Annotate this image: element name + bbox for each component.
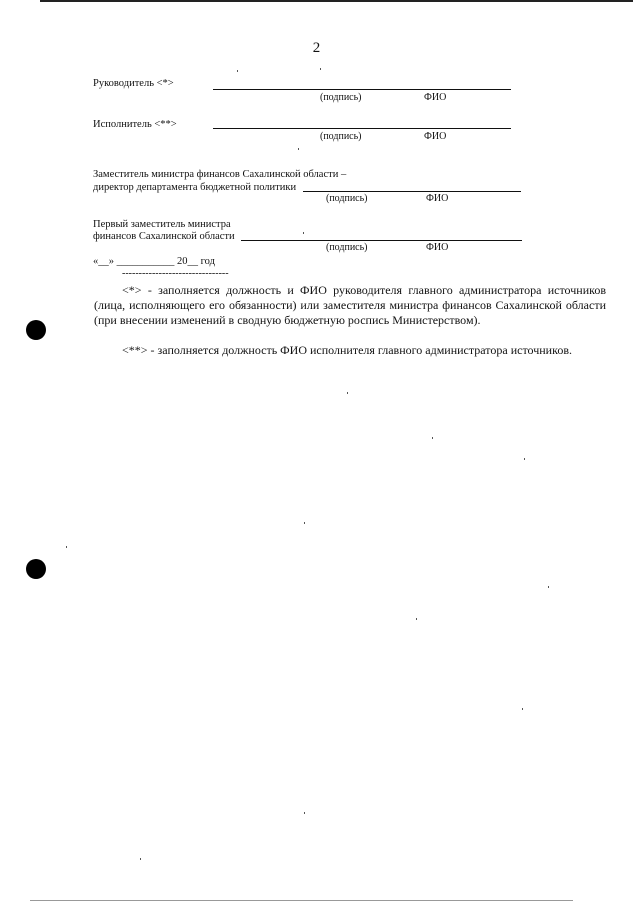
scan-speck	[303, 232, 304, 234]
caption-name: ФИО	[426, 242, 449, 253]
scan-speck	[416, 618, 417, 620]
scan-speck	[304, 812, 305, 814]
scan-speck	[320, 68, 321, 70]
caption-signature: (подпись)	[320, 131, 362, 142]
scan-speck	[237, 70, 238, 72]
signature-role-deputy-line2: директор департамента бюджетной политики	[93, 182, 297, 193]
scan-bottom-edge	[30, 900, 573, 901]
footnote-2: <**> - заполняется должность ФИО исполнителя главного администратора источников.	[122, 343, 572, 357]
signature-role-first-deputy-line1: Первый заместитель министра	[93, 219, 231, 230]
signature-line[interactable]	[241, 240, 522, 241]
signature-role-first-deputy-line2: финансов Сахалинской области	[93, 231, 235, 242]
date-line: «__» ___________ 20__ год	[93, 256, 215, 267]
punch-hole	[26, 320, 46, 340]
caption-signature: (подпись)	[326, 193, 368, 204]
signature-role-head: Руководитель <*>	[93, 78, 174, 89]
signature-role-executor: Исполнитель <**>	[93, 119, 177, 130]
scan-speck	[432, 437, 433, 439]
signature-line[interactable]	[213, 128, 511, 129]
footnote-separator: --------------------------------	[122, 268, 229, 279]
scan-speck	[524, 458, 525, 460]
scan-speck	[522, 708, 523, 710]
scan-speck	[548, 586, 549, 588]
scan-top-edge	[40, 0, 633, 2]
scan-speck	[304, 522, 305, 524]
punch-hole	[26, 559, 46, 579]
caption-signature: (подпись)	[320, 92, 362, 103]
signature-line[interactable]	[303, 191, 521, 192]
caption-name: ФИО	[424, 131, 447, 142]
scan-speck	[66, 546, 67, 548]
signature-line[interactable]	[213, 89, 511, 90]
signature-role-deputy-line1: Заместитель министра финансов Сахалинской области –	[93, 169, 347, 180]
footnote-1: <*> - заполняется должность и ФИО руководителя главного администратора источников (лица, исполняющего его обязанности) или заместителя министра финансов Сахалинской области (при внесении изменений в сводную бюджетную роспись Министерством).	[94, 283, 606, 327]
scan-speck	[140, 858, 141, 860]
scan-speck	[298, 148, 299, 150]
caption-signature: (подпись)	[326, 242, 368, 253]
caption-name: ФИО	[426, 193, 449, 204]
page-number: 2	[312, 40, 321, 56]
scan-speck	[347, 392, 348, 394]
caption-name: ФИО	[424, 92, 447, 103]
